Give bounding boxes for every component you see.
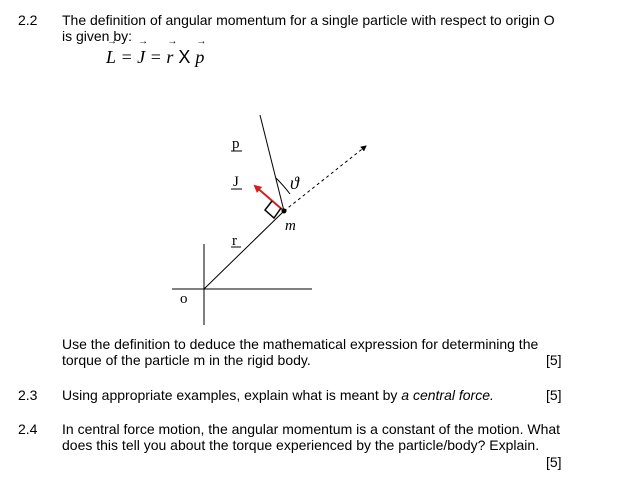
label-j: J xyxy=(233,174,239,190)
label-p: p xyxy=(232,136,240,152)
question-2-2-marks: [5] xyxy=(546,352,562,368)
question-2-3-text xyxy=(62,387,494,403)
momentum-vector-line xyxy=(260,115,284,211)
label-theta: ϑ xyxy=(290,173,299,193)
formula-equals-1: = xyxy=(116,47,138,67)
question-2-2-text-line2: is given by: xyxy=(62,28,133,44)
question-2-4-text-line2: does this tell you about the torque experienced by the particle/body? Explain. xyxy=(62,437,540,453)
right-angle-marker xyxy=(265,201,281,218)
formula-L: → L xyxy=(106,47,116,68)
formula-equals-2: = xyxy=(145,47,167,67)
question-2-3-marks: [5] xyxy=(546,387,562,403)
label-r: r xyxy=(232,233,237,249)
question-number-2-2: 2.2 xyxy=(18,12,38,28)
angular-momentum-arrow xyxy=(255,186,284,211)
label-origin: o xyxy=(180,291,188,307)
label-m: m xyxy=(285,218,296,234)
position-vector-line xyxy=(204,211,284,289)
question-number-2-3: 2.3 xyxy=(18,387,38,403)
question-2-2-text-line1: The definition of angular momentum for a single particle with respect to origin O xyxy=(62,12,555,28)
particle-dot xyxy=(282,209,287,214)
formula-J: → J xyxy=(137,47,145,68)
formula-r: → r xyxy=(166,47,173,68)
formula-cross: X xyxy=(173,47,196,67)
question-2-4-text-line1: In central force motion, the angular momentum is a constant of the motion. What xyxy=(62,421,561,437)
question-2-3-text-main: Using appropriate examples, explain what is meant by xyxy=(62,387,402,403)
question-2-4-marks: [5] xyxy=(546,454,562,470)
question-2-2-instruction-line2: torque of the particle m in the rigid body. xyxy=(62,352,311,368)
question-2-2-instruction-line1: Use the definition to deduce the mathematical expression for determining the xyxy=(62,336,539,352)
formula-p: → p xyxy=(195,47,204,68)
question-2-3-text-italic: a central force. xyxy=(401,387,494,403)
question-number-2-4: 2.4 xyxy=(18,421,38,437)
